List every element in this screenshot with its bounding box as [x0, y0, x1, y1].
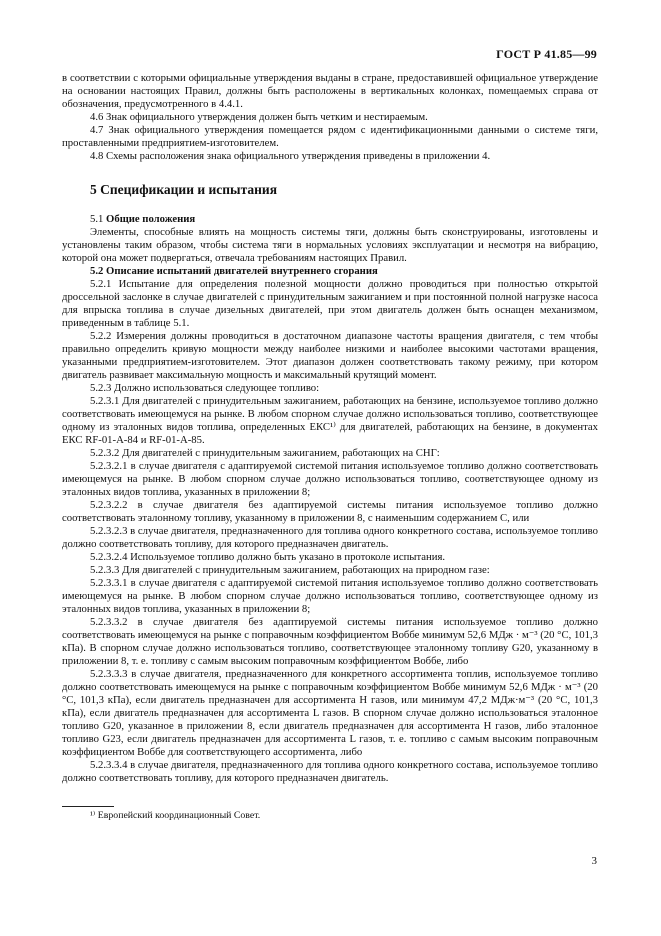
paragraph-5-2-3: 5.2.3 Должно использоваться следующее топливо:: [90, 382, 320, 394]
footnote: ¹⁾ Европейский координационный Совет.: [90, 810, 261, 821]
footnote-separator: [62, 806, 114, 807]
paragraph-5-2-3-2-4: 5.2.3.2.4 Используемое топливо должно быть указано в протоколе испытания.: [90, 551, 446, 563]
paragraph-5-2-3-3: 5.2.3.3 Для двигателей с принудительным зажиганием, работающих на природном газе:: [90, 564, 490, 576]
paragraph-5-2-3-1: 5.2.3.1 Для двигателей с принудительным зажиганием, работающих на бензине, используемое топливо должно соответствовать имеющемуся на рынке. В любом спорном случае должно использоваться топливо, соответствующее одному из эталонных видов топлива, определенных ЕКС¹⁾ для двигателей, работающих на бензине, в документах ЕКС RF-01-A-84 и RF-01-A-85.: [62, 395, 598, 446]
page-number: 3: [591, 855, 597, 867]
paragraph-5-2-3-3-3: 5.2.3.3.3 в случае двигателя, предназначенного для конкретного ассортимента топлив, используемое топливо должно соответствовать имеющемуся на рынке с поправочным коэффициентом Воббе минимум 52,6 МДж · м⁻³ (20 °С, 101,3 кПа), если двигатель предназначен для ассортимента Н газов, или минимум 47,2 МДж·м⁻³ (20 °С, 101,3 кПа), если двигатель предназначен для ассортимента L газов. В спорном случае должно использоваться эталонное топливо G20, указанное в приложении 8, если двигатель предназначен для ассортимента Н газов, либо эталонное топливо G23, если двигатель предназначен для ассортимента L газов, т. е. топливо с самым высоким поправочным коэффициентом Воббе для соответствующего ассортимента, либо: [62, 668, 598, 758]
subsection-5-2-heading: 5.2 Описание испытаний двигателей внутреннего сгорания: [90, 265, 378, 277]
page-body: [62, 72, 598, 785]
document-code-header: ГОСТ Р 41.85—99: [496, 47, 597, 61]
subsection-5-1-heading: [62, 213, 598, 226]
section-5-heading: 5 Спецификации и испытания: [90, 182, 278, 197]
paragraph-continuation: в соответствии с которыми официальные утверждения выданы в стране, предоставившей официальное утверждение на основании настоящих Правил, должны быть расположены в вертикальных колонках, помещаемых справа от обозначения, предусмотренного в 4.4.1.: [62, 72, 598, 110]
paragraph-5-2-3-3-4: 5.2.3.3.4 в случае двигателя, предназначенного для топлива одного конкретного состава, используемое топливо должно соответствовать топливу, для которого предназначен двигатель.: [62, 759, 598, 784]
paragraph-5-2-3-3-1: 5.2.3.3.1 в случае двигателя с адаптируемой системой питания используемое топливо должно соответствовать имеющемуся на рынке. В любом спорном случае должно использоваться топливо, соответствующее одному из эталонных видов топлива, указанных в приложении 8;: [62, 577, 598, 615]
paragraph-5-1: Элементы, способные влиять на мощность системы тяги, должны быть сконструированы, изготовлены и установлены таким образом, чтобы система тяги в нормальных условиях эксплуатации и несмотря на вибрацию, которой она может подвергаться, отвечала требованиям настоящих Правил.: [62, 226, 598, 264]
paragraph-5-2-2: 5.2.2 Измерения должны проводиться в достаточном диапазоне частоты вращения двигателя, с тем чтобы правильно определить кривую мощности между наиболее низкими и наиболее высокими частотами вращения, указанными предприятием-изготовителем. Этот диапазон должен соответствовать такому режиму, при котором двигатель развивает максимальную мощность и максимальный крутящий момент.: [62, 330, 598, 381]
paragraph-5-2-1: 5.2.1 Испытание для определения полезной мощности должно проводиться при полностью открытой дроссельной заслонке в случае двигателей с принудительным зажиганием и при постоянной полной нагрузке насоса для впрыска топлива в случае дизельных двигателей, при этом двигатель должен быть оснащен механизмом, приведенным в таблице 5.1.: [62, 278, 598, 329]
paragraph-5-2-3-3-2: 5.2.3.3.2 в случае двигателя без адаптируемой системы питания используемое топливо должно соответствовать имеющемуся на рынке с поправочным коэффициентом Воббе минимум 52,6 МДж · м⁻³ (20 °С, 101,3 кПа). В спорном случае должно использоваться топливо, соответствующее эталонному топливу G20, указанному в приложении 8, т. е. топливу с самым высоким поправочным коэффициентом Воббе, либо: [62, 616, 598, 667]
subsection-5-1-title: Общие положения: [106, 213, 196, 225]
paragraph-5-2-3-2-2: 5.2.3.2.2 в случае двигателя без адаптируемой системы питания используемое топливо должно соответствовать эталонному топливу, указанному в приложении 8, с наименьшим содержанием С, или: [62, 499, 598, 524]
paragraph-4-7: 4.7 Знак официального утверждения помещается рядом с идентификационными данными о системе тяги, проставленными предприятием-изготовителем.: [62, 124, 598, 149]
paragraph-4-8: 4.8 Схемы расположения знака официального утверждения приведены в приложении 4.: [90, 150, 491, 162]
paragraph-5-2-3-2-3: 5.2.3.2.3 в случае двигателя, предназначенного для топлива одного конкретного состава, используемое топливо должно соответствовать топливу, для которого предназначен двигатель.: [62, 525, 598, 550]
paragraph-4-6: 4.6 Знак официального утверждения должен быть четким и нестираемым.: [90, 111, 428, 123]
subsection-5-1-number: 5.1: [90, 213, 104, 225]
paragraph-5-2-3-2-1: 5.2.3.2.1 в случае двигателя с адаптируемой системой питания используемое топливо должно соответствовать имеющемуся на рынке. В любом спорном случае должно использоваться топливо, соответствующее одному из эталонных видов топлива, указанных в приложении 8;: [62, 460, 598, 498]
paragraph-5-2-3-2: 5.2.3.2 Для двигателей с принудительным зажиганием, работающих на СНГ:: [90, 447, 440, 459]
